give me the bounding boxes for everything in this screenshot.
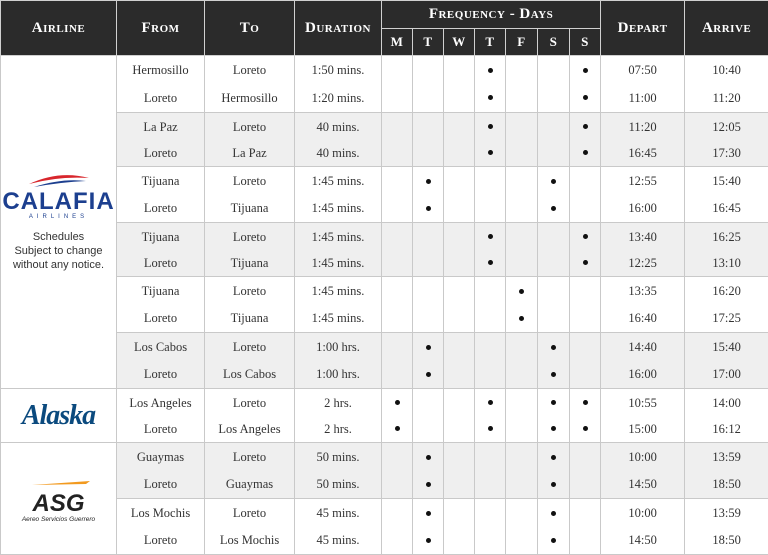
depart-cell [601,277,685,333]
calafia-logo-text: CALAFIA [2,188,114,216]
duration-cell [295,499,382,555]
depart-value: 16:00 [601,197,684,219]
to-cell [205,443,295,499]
frequency-dot-icon [551,455,556,460]
to-value: Tijuana [205,252,294,274]
header-day-sat: S [538,29,570,56]
from-value: Hermosillo [117,59,204,81]
arrive-value: 18:50 [685,529,768,551]
depart-value: 10:00 [601,446,684,468]
arrive-value: 12:05 [685,116,768,138]
frequency-dot-icon [583,260,588,265]
table-row [1,333,768,389]
duration-value: 50 mins. [295,473,381,495]
asg-logo [1,475,116,523]
header-arrive: Arrive [685,1,768,56]
header-to: To [205,1,295,56]
frequency-day-cell [382,167,413,223]
table-row [1,223,768,277]
from-cell [117,113,205,167]
frequency-dot-icon [551,511,556,516]
to-value: Loreto [205,446,294,468]
duration-value: 1:45 mins. [295,170,381,192]
table-row [1,56,768,113]
frequency-day-cell [538,333,570,389]
airline-cell-calafia [1,56,117,389]
airline-cell-alaska [1,389,117,443]
depart-cell [601,167,685,223]
duration-value: 1:45 mins. [295,226,381,248]
duration-cell [295,113,382,167]
frequency-dot-icon [583,426,588,431]
frequency-dot-icon [551,206,556,211]
frequency-dot-icon [426,538,431,543]
frequency-day-cell [506,277,538,333]
frequency-day-cell [475,223,506,277]
from-cell [117,277,205,333]
frequency-day-cell [570,389,601,443]
to-value: Loreto [205,392,294,414]
frequency-day-cell [475,389,506,443]
to-value: La Paz [205,142,294,164]
table-row [1,443,768,499]
to-cell [205,277,295,333]
frequency-dot-icon [583,124,588,129]
frequency-day-cell [382,56,413,113]
frequency-dot-icon [488,426,493,431]
duration-cell [295,56,382,113]
frequency-day-cell [570,333,601,389]
duration-value: 45 mins. [295,502,381,524]
from-value: Loreto [117,252,204,274]
from-value: Tijuana [117,170,204,192]
duration-cell [295,443,382,499]
frequency-day-cell [538,56,570,113]
frequency-dot-icon [426,179,431,184]
depart-value: 13:35 [601,280,684,302]
to-value: Tijuana [205,307,294,329]
frequency-dot-icon [426,206,431,211]
to-value: Loreto [205,116,294,138]
frequency-dot-icon [395,400,400,405]
frequency-day-cell [506,499,538,555]
frequency-day-cell [475,167,506,223]
frequency-day-cell [413,56,444,113]
frequency-dot-icon [488,150,493,155]
to-value: Loreto [205,170,294,192]
to-value: Los Angeles [205,418,294,440]
to-cell [205,389,295,443]
frequency-day-cell [475,443,506,499]
from-value: Loreto [117,529,204,551]
header-frequency: Frequency - Days [382,1,601,29]
arrive-cell [685,443,768,499]
frequency-dot-icon [488,260,493,265]
table-row [1,389,768,443]
header-from: From [117,1,205,56]
depart-value: 10:55 [601,392,684,414]
asg-logo-subtext: Aereo Servicios Guerrero [1,516,116,523]
depart-cell [601,389,685,443]
to-value: Loreto [205,280,294,302]
frequency-day-cell [382,499,413,555]
duration-value: 1:45 mins. [295,307,381,329]
frequency-day-cell [570,56,601,113]
frequency-day-cell [444,499,475,555]
arrive-value: 14:00 [685,392,768,414]
frequency-day-cell [570,277,601,333]
from-value: Loreto [117,363,204,385]
duration-value: 45 mins. [295,529,381,551]
frequency-dot-icon [426,482,431,487]
to-value: Hermosillo [205,87,294,109]
table-row [1,499,768,555]
duration-value: 1:45 mins. [295,197,381,219]
duration-value: 40 mins. [295,116,381,138]
arrive-value: 16:20 [685,280,768,302]
calafia-logo-subtext: AIRLINES [29,214,88,220]
depart-value: 15:00 [601,418,684,440]
frequency-dot-icon [488,68,493,73]
frequency-day-cell [444,113,475,167]
frequency-day-cell [506,443,538,499]
frequency-day-cell [506,223,538,277]
frequency-day-cell [506,389,538,443]
duration-value: 1:00 hrs. [295,363,381,385]
arrive-cell [685,56,768,113]
frequency-dot-icon [583,150,588,155]
frequency-day-cell [413,223,444,277]
to-cell [205,223,295,277]
frequency-day-cell [382,443,413,499]
depart-value: 12:25 [601,252,684,274]
frequency-day-cell [444,56,475,113]
frequency-day-cell [413,389,444,443]
to-cell [205,56,295,113]
frequency-day-cell [444,277,475,333]
from-cell [117,56,205,113]
header-day-sun: S [570,29,601,56]
frequency-dot-icon [583,234,588,239]
from-value: Los Mochis [117,502,204,524]
duration-cell [295,277,382,333]
duration-value: 1:20 mins. [295,87,381,109]
header-depart: Depart [601,1,685,56]
frequency-day-cell [444,443,475,499]
depart-cell [601,113,685,167]
frequency-day-cell [506,56,538,113]
duration-cell [295,389,382,443]
asg-logo-text: ASG [1,490,116,518]
from-cell [117,333,205,389]
frequency-day-cell [538,277,570,333]
duration-value: 1:00 hrs. [295,336,381,358]
frequency-dot-icon [519,289,524,294]
to-value: Loreto [205,336,294,358]
depart-value: 14:40 [601,336,684,358]
frequency-day-cell [538,167,570,223]
frequency-dot-icon [551,426,556,431]
arrive-cell [685,333,768,389]
frequency-dot-icon [488,400,493,405]
frequency-day-cell [506,333,538,389]
from-value: Tijuana [117,226,204,248]
frequency-day-cell [570,499,601,555]
frequency-day-cell [538,389,570,443]
header-day-tue: T [413,29,444,56]
frequency-dot-icon [551,400,556,405]
frequency-day-cell [506,113,538,167]
frequency-dot-icon [488,124,493,129]
to-value: Loreto [205,59,294,81]
depart-value: 13:40 [601,226,684,248]
to-cell [205,113,295,167]
schedule-note-line: Subject to change [13,244,104,258]
arrive-value: 15:40 [685,170,768,192]
from-value: Loreto [117,307,204,329]
duration-value: 50 mins. [295,446,381,468]
schedule-note-line: Schedules [13,230,104,244]
from-cell [117,499,205,555]
frequency-day-cell [475,333,506,389]
frequency-dot-icon [488,95,493,100]
frequency-day-cell [382,113,413,167]
frequency-dot-icon [583,95,588,100]
header-day-fri: F [506,29,538,56]
frequency-day-cell [538,499,570,555]
frequency-dot-icon [551,345,556,350]
frequency-day-cell [444,333,475,389]
from-value: Guaymas [117,446,204,468]
header-duration: Duration [295,1,382,56]
schedule-note [13,230,104,272]
frequency-day-cell [382,223,413,277]
frequency-day-cell [382,333,413,389]
from-value: Loreto [117,418,204,440]
frequency-dot-icon [426,455,431,460]
duration-value: 1:45 mins. [295,280,381,302]
from-value: Loreto [117,142,204,164]
from-cell [117,167,205,223]
arrive-value: 16:12 [685,418,768,440]
arrive-value: 17:00 [685,363,768,385]
airline-cell-asg [1,443,117,555]
to-cell [205,167,295,223]
duration-value: 40 mins. [295,142,381,164]
schedule-note-line: without any notice. [13,258,104,272]
frequency-day-cell [413,277,444,333]
frequency-dot-icon [426,511,431,516]
arrive-value: 17:30 [685,142,768,164]
table-row [1,167,768,223]
alaska-logo: Alaska [1,400,116,432]
frequency-day-cell [538,443,570,499]
duration-cell [295,223,382,277]
from-cell [117,443,205,499]
to-value: Los Mochis [205,529,294,551]
from-value: Loreto [117,197,204,219]
depart-value: 11:20 [601,116,684,138]
duration-value: 1:50 mins. [295,59,381,81]
frequency-day-cell [570,443,601,499]
from-value: Loreto [117,473,204,495]
frequency-day-cell [506,167,538,223]
duration-value: 1:45 mins. [295,252,381,274]
duration-value: 2 hrs. [295,418,381,440]
duration-cell [295,333,382,389]
depart-value: 16:40 [601,307,684,329]
frequency-dot-icon [583,400,588,405]
arrive-value: 17:25 [685,307,768,329]
arrive-cell [685,277,768,333]
frequency-day-cell [382,389,413,443]
depart-value: 14:50 [601,473,684,495]
from-value: Los Angeles [117,392,204,414]
frequency-dot-icon [395,426,400,431]
frequency-day-cell [475,56,506,113]
to-value: Loreto [205,502,294,524]
depart-value: 16:45 [601,142,684,164]
header-day-wed: W [444,29,475,56]
arrive-cell [685,167,768,223]
to-value: Guaymas [205,473,294,495]
frequency-day-cell [444,223,475,277]
arrive-cell [685,113,768,167]
arrive-value: 13:10 [685,252,768,274]
table-row [1,277,768,333]
to-value: Tijuana [205,197,294,219]
frequency-day-cell [413,167,444,223]
duration-cell [295,167,382,223]
depart-value: 14:50 [601,529,684,551]
frequency-dot-icon [426,372,431,377]
arrive-value: 11:20 [685,87,768,109]
frequency-day-cell [475,113,506,167]
from-value: La Paz [117,116,204,138]
frequency-dot-icon [583,68,588,73]
arrive-value: 16:25 [685,226,768,248]
calafia-swoosh-icon [24,172,94,188]
frequency-day-cell [570,223,601,277]
depart-cell [601,499,685,555]
from-value: Tijuana [117,280,204,302]
arrive-cell [685,499,768,555]
arrive-cell [685,223,768,277]
to-value: Los Cabos [205,363,294,385]
arrive-value: 18:50 [685,473,768,495]
frequency-day-cell [538,113,570,167]
to-cell [205,499,295,555]
frequency-day-cell [413,443,444,499]
arrive-value: 10:40 [685,59,768,81]
frequency-dot-icon [551,372,556,377]
calafia-logo [1,172,116,272]
frequency-day-cell [444,389,475,443]
depart-value: 10:00 [601,502,684,524]
frequency-day-cell [413,113,444,167]
depart-cell [601,333,685,389]
from-cell [117,389,205,443]
depart-cell [601,223,685,277]
depart-value: 11:00 [601,87,684,109]
header-airline: Airline [1,1,117,56]
arrive-value: 16:45 [685,197,768,219]
to-value: Loreto [205,226,294,248]
depart-value: 12:55 [601,170,684,192]
depart-value: 07:50 [601,59,684,81]
to-cell [205,333,295,389]
from-value: Los Cabos [117,336,204,358]
depart-cell [601,443,685,499]
frequency-day-cell [570,167,601,223]
arrive-value: 15:40 [685,336,768,358]
frequency-dot-icon [488,234,493,239]
frequency-day-cell [538,223,570,277]
frequency-dot-icon [426,345,431,350]
depart-value: 16:00 [601,363,684,385]
frequency-dot-icon [551,482,556,487]
arrive-value: 13:59 [685,446,768,468]
header-day-mon: M [382,29,413,56]
asg-stripe-icon [24,480,94,486]
frequency-dot-icon [551,538,556,543]
depart-cell [601,56,685,113]
frequency-day-cell [444,167,475,223]
arrive-value: 13:59 [685,502,768,524]
from-cell [117,223,205,277]
table-row [1,113,768,167]
frequency-dot-icon [519,316,524,321]
from-value: Loreto [117,87,204,109]
frequency-dot-icon [551,179,556,184]
frequency-day-cell [570,113,601,167]
frequency-day-cell [475,499,506,555]
duration-value: 2 hrs. [295,392,381,414]
arrive-cell [685,389,768,443]
header-day-thu: T [475,29,506,56]
frequency-day-cell [413,499,444,555]
frequency-day-cell [475,277,506,333]
frequency-day-cell [413,333,444,389]
frequency-day-cell [382,277,413,333]
